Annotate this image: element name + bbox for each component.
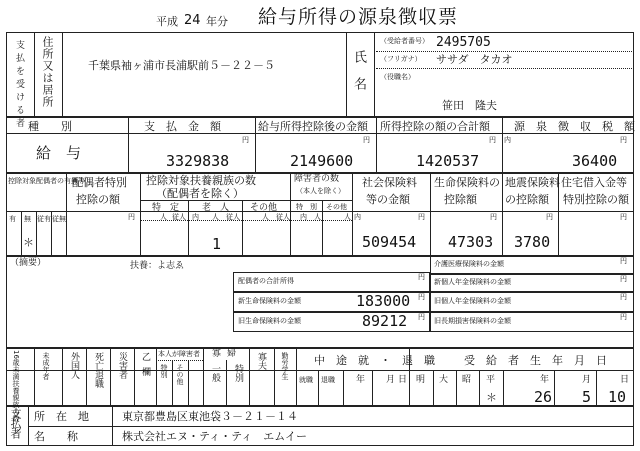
widow-special-label: 特別 xyxy=(233,364,243,382)
nursing-label: 介護医療保険料の金額 xyxy=(434,260,504,268)
self-special-label: 特別 xyxy=(160,364,168,378)
dependents-count-label-2: （配偶者を除く） xyxy=(156,187,244,200)
unit-sub-person: 従人 xyxy=(172,213,186,221)
payee-furigana: ササダ タカオ xyxy=(436,53,513,66)
address-label: 住所又は居所 xyxy=(41,36,54,108)
housing-loan-label: 住宅借入金等 xyxy=(561,176,627,189)
recipient-no-label: （受給者番号） xyxy=(380,37,429,45)
spouse-exist-label: 控除対象配偶者の有無等 xyxy=(8,177,85,185)
yen-unit: 円 xyxy=(242,136,249,144)
working-student-label: 勤労学生 xyxy=(281,352,289,380)
birthdate-label: 受 給 者 生 年 月 日 xyxy=(464,354,607,367)
showa-mark: ＊ xyxy=(486,391,497,404)
birth-year: 26 xyxy=(534,388,553,406)
unit-person: 人 xyxy=(160,213,167,221)
unit-sub-person: 従人 xyxy=(276,213,290,221)
yen-unit: 円 xyxy=(363,136,370,144)
deduction-total-amount: 1420537 xyxy=(416,152,480,170)
minor-dependents-label: 16歳未満扶養親族の数 xyxy=(12,350,20,422)
birth-year-unit: 年 xyxy=(540,375,550,385)
birth-day: 10 xyxy=(608,388,627,406)
position-label: （役職名） xyxy=(380,73,415,81)
name-label: 氏名 xyxy=(351,50,366,104)
unit-person: 人 xyxy=(212,213,219,221)
yen-unit: 円 xyxy=(418,293,425,301)
spouse-col-no: 無 xyxy=(24,215,31,223)
widower-label: 寡夫 xyxy=(256,352,266,370)
social-insurance-label: 社会保険料 xyxy=(362,176,417,189)
spouse-income-label: 配偶者の合計所得 xyxy=(238,277,294,285)
era-showa: 昭 xyxy=(462,375,472,385)
furigana-label: （フリガナ） xyxy=(380,55,422,63)
inner-unit: 内 xyxy=(504,136,511,144)
payee-name: 笹田 隆夫 xyxy=(442,99,497,112)
specific-label: 特 定 xyxy=(152,203,180,213)
retired-label: 退職 xyxy=(321,376,335,384)
earthquake-insurance-label-2: の控除額 xyxy=(505,193,549,206)
deduction-total-header: 所得控除の額の合計額 xyxy=(380,120,490,133)
dependents-count-label: 控除対象扶養親族の数 xyxy=(146,174,256,187)
yen-unit: 円 xyxy=(620,275,627,283)
new-pension-label: 新個人年金保険料の金額 xyxy=(434,278,511,286)
recipient-no: 2495705 xyxy=(436,35,491,50)
long-term-label: 旧長期損害保険料の金額 xyxy=(434,317,511,325)
era-meiji: 明 xyxy=(416,375,426,385)
title-nen-bun: 年分 xyxy=(206,15,228,28)
spouse-special-label-2: 控除の額 xyxy=(76,193,120,206)
inner-unit: 内 xyxy=(354,213,361,221)
yen-unit: 円 xyxy=(620,313,627,321)
death-retire-label: 死亡退職 xyxy=(93,352,103,388)
spouse-none-mark: ＊ xyxy=(23,236,34,249)
yen-unit: 円 xyxy=(620,257,627,265)
earthquake-insurance-label: 地震保険料 xyxy=(505,176,560,189)
disabled-count-label-2: （本人を除く） xyxy=(296,187,345,195)
unit-sub-person: 従人 xyxy=(226,213,240,221)
disabled-count-label: 障害者の数 xyxy=(294,174,340,184)
self-disabled-label: 本人が障害者 xyxy=(158,350,200,358)
mid-day-unit: 日 xyxy=(398,375,408,385)
mid-year-unit: 年 xyxy=(356,375,366,385)
unit-person: 人 xyxy=(262,213,269,221)
payer-address: 東京都豊島区東池袋３－２１－１４ xyxy=(122,410,298,423)
yen-unit: 円 xyxy=(418,313,425,321)
payment-header: 支 払 金 額 xyxy=(144,120,221,133)
payment-amount: 3329838 xyxy=(166,152,230,170)
new-life-amount: 183000 xyxy=(356,292,411,310)
unit-inner: 内 xyxy=(192,213,199,221)
yen-unit: 円 xyxy=(418,213,425,221)
tax-header: 源 泉 徴 収 税 額 xyxy=(514,120,635,133)
payer-name: 株式会社エヌ・ティ・ティ エムイー xyxy=(122,430,308,443)
withholding-tax-amount: 36400 xyxy=(572,152,618,170)
spouse-col-sub-yes: 従有 xyxy=(37,215,51,223)
title-year: 24 xyxy=(184,13,201,28)
self-other-label: その他 xyxy=(176,364,184,385)
old-life-amount: 89212 xyxy=(362,312,408,330)
yen-unit: 円 xyxy=(620,136,627,144)
social-insurance-amount: 509454 xyxy=(362,233,417,251)
midyear-label: 中 途 就 ・ 退 職 xyxy=(314,354,435,367)
life-insurance-amount: 47303 xyxy=(448,233,494,251)
minor-label: 未成年者 xyxy=(42,352,50,380)
payer-address-label: 所 在 地 xyxy=(34,410,89,423)
yen-unit: 円 xyxy=(489,136,496,144)
birth-day-unit: 日 xyxy=(620,375,630,385)
housing-loan-label-2: 特別控除の額 xyxy=(563,193,629,206)
spouse-special-label: 配偶者特別 xyxy=(72,176,127,189)
after-deduction-amount: 2149600 xyxy=(290,152,354,170)
title-era: 平成 xyxy=(156,15,178,28)
spouse-col-yes: 有 xyxy=(9,215,16,223)
era-heisei: 平 xyxy=(486,375,496,385)
otsu-label: 乙欄 xyxy=(140,352,150,382)
yen-unit: 円 xyxy=(546,213,553,221)
unit-inner: 内 xyxy=(300,213,307,221)
life-insurance-label-2: 控除額 xyxy=(444,193,477,206)
income-type: 給 与 xyxy=(36,144,82,162)
era-taisho: 大 xyxy=(439,375,449,385)
payee-label: 支払を受ける者 xyxy=(14,40,24,131)
yen-unit: 円 xyxy=(490,213,497,221)
earthquake-insurance-amount: 3780 xyxy=(514,233,551,251)
birth-month-unit: 月 xyxy=(582,375,592,385)
payer-name-label: 名 称 xyxy=(34,430,78,443)
yen-unit: 円 xyxy=(620,293,627,301)
disabled-special-label: 特 別 xyxy=(296,203,317,211)
birth-month: 5 xyxy=(582,388,592,406)
old-life-label: 旧生命保険料の金額 xyxy=(238,317,301,325)
social-insurance-label-2: 等の金額 xyxy=(366,193,410,206)
disabled-other-label: その他 xyxy=(326,203,347,211)
after-deduction-header: 給与所得控除後の金額 xyxy=(258,120,368,133)
elderly-count: 1 xyxy=(212,235,222,253)
elderly-label: 老 人 xyxy=(202,203,230,213)
remarks-label: （摘要） xyxy=(10,258,47,268)
mid-month-unit: 月 xyxy=(386,375,396,385)
yen-unit: 円 xyxy=(128,213,135,221)
widow-label: 寡婦 xyxy=(212,349,243,359)
payee-address: 千葉県袖ヶ浦市長浦駅前５－２２－５ xyxy=(88,59,275,72)
spouse-col-sub-no: 従無 xyxy=(52,215,66,223)
unit-person: 人 xyxy=(314,213,321,221)
yen-unit: 円 xyxy=(620,213,627,221)
withholding-slip xyxy=(6,4,634,447)
yen-unit: 円 xyxy=(418,273,425,281)
type-header: 種 別 xyxy=(28,120,72,133)
old-pension-label: 旧個人年金保険料の金額 xyxy=(434,297,511,305)
disaster-label: 災害者 xyxy=(117,352,127,379)
new-life-label: 新生命保険料の金額 xyxy=(238,297,301,305)
life-insurance-label: 生命保険料の xyxy=(434,176,500,189)
employed-label: 就職 xyxy=(299,376,313,384)
widow-general-label: 一般 xyxy=(210,364,220,382)
unit-person: 人 xyxy=(344,213,351,221)
other-label: その他 xyxy=(250,203,278,213)
foreigner-label: 外国人 xyxy=(69,352,79,379)
dependent-note: 扶養：よ志ゑ xyxy=(130,261,185,271)
payer-label: 支払者 xyxy=(9,408,22,438)
form-title: 給与所得の源泉徴収票 xyxy=(258,6,459,28)
payee-block xyxy=(6,32,634,117)
